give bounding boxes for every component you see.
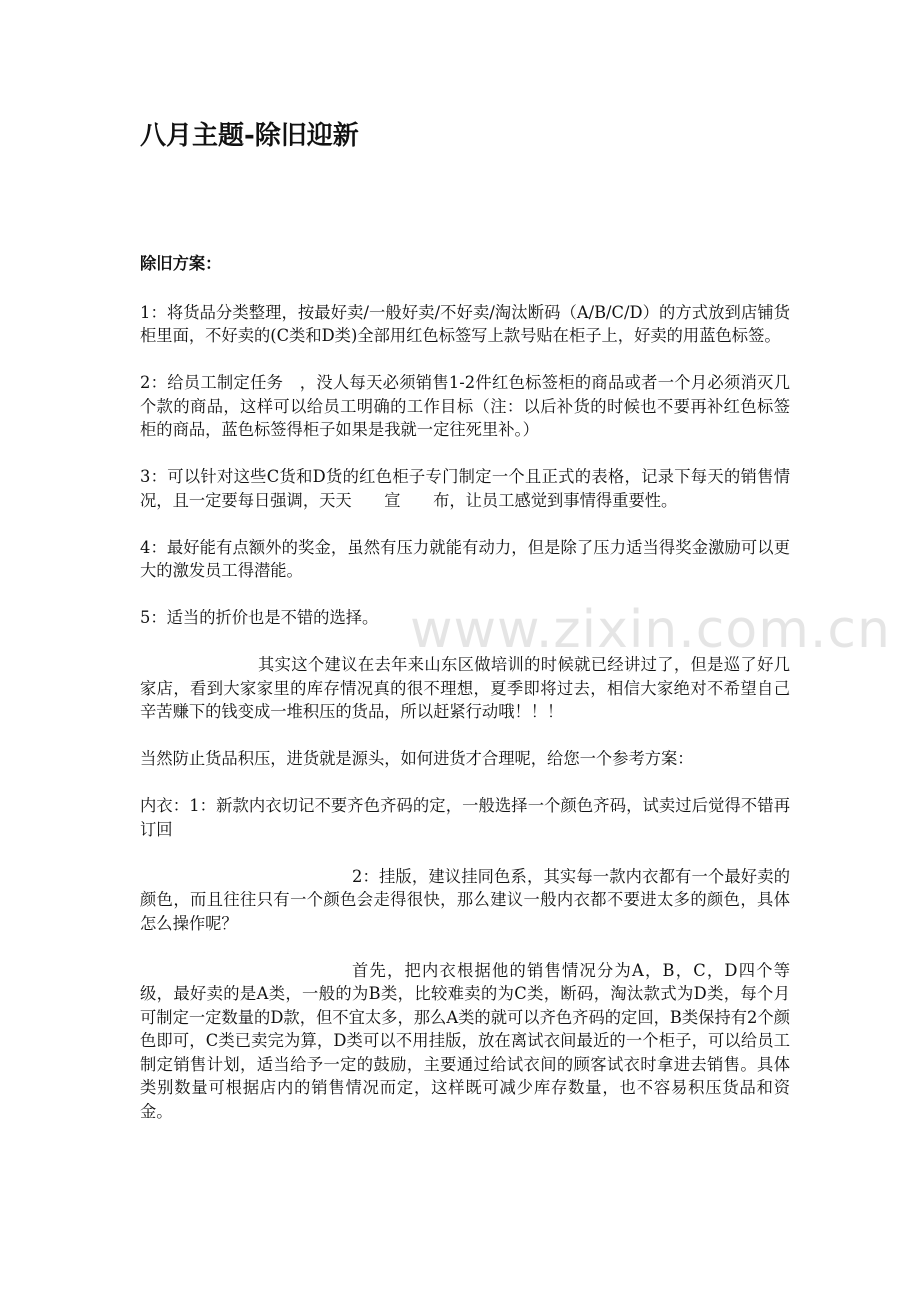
- paragraph-item-5: 5：适当的折价也是不错的选择。: [140, 608, 379, 627]
- paragraph-note: 其实这个建议在去年来山东区做培训的时候就已经讲过了，但是巡了好几家店，看到大家家里的库存情况真的很不理想，夏季即将过去，相信大家绝对不希望自己辛苦赚下的钱变成一堆积压的货品，所以赶紧行动哦！！！: [140, 655, 790, 721]
- section-heading: 除旧方案：: [140, 254, 222, 273]
- paragraph-underwear-1: 内衣：1：新款内衣切记不要齐色齐码的定，一般选择一个颜色齐码，试卖过后觉得不错再订回: [140, 796, 790, 839]
- paragraph-item-2: 2：给员工制定任务 ，没人每天必须销售1-2件红色标签柜的商品或者一个月必须消灭几个款的商品，这样可以给员工明确的工作目标（注：以后补货的时候也不要再补红色标签柜的商品，蓝色标签得柜子如果是我就一定往死里补。）: [140, 373, 790, 439]
- watermark: www.zixin.com.cn: [410, 600, 891, 660]
- paragraph-item-4: 4：最好能有点额外的奖金，虽然有压力就能有动力，但是除了压力适当得奖金激励可以更大的激发员工得潜能。: [140, 537, 790, 580]
- paragraph-underwear-2: 2：挂版，建议挂同色系，其实每一款内衣都有一个最好卖的颜色，而且往往只有一个颜色会走得很快，那么建议一般内衣都不要进太多的颜色，具体怎么操作呢？: [140, 866, 790, 933]
- paragraph-item-1: 1：将货品分类整理，按最好卖/一般好卖/不好卖/淘汰断码（A/B/C/D）的方式放到店铺货柜里面，不好卖的(C类和D类)全部用红色标签写上款号贴在柜子上，好卖的用蓝色标签。: [140, 302, 790, 345]
- paragraph-item-3: 3：可以针对这些C货和D货的红色柜子专门制定一个且正式的表格，记录下每天的销售情况，且一定要每日强调，天天 宣 布，让员工感觉到事情得重要性。: [140, 467, 790, 510]
- document-body: [140, 252, 790, 1147]
- paragraph-underwear-3: 首先，把内衣根据他的销售情况分为A，B，C，D四个等级，最好卖的是A类，一般的为B类，比较难卖的为C类，断码，淘汰款式为D类，每个月可制定一定数量的D款，但不宜太多，那么A类的就可以齐色齐码的定回，B类保持有2个颜色即可，C类已卖完为算，D类可以不用挂版，放在离试衣间最近的一个柜子，可以给员工制定销售计划，适当给予一定的鼓励，主要通过给试衣间的顾客试衣时拿进去销售。具体类别数量可根据店内的销售情况而定，这样既可减少库存数量，也不容易积压货品和资金。: [140, 960, 790, 1121]
- paragraph-prevention: 当然防止货品积压，进货就是源头，如何进货才合理呢，给您一个参考方案：: [140, 749, 694, 768]
- page-title: 八月主题-除旧迎新: [140, 121, 359, 151]
